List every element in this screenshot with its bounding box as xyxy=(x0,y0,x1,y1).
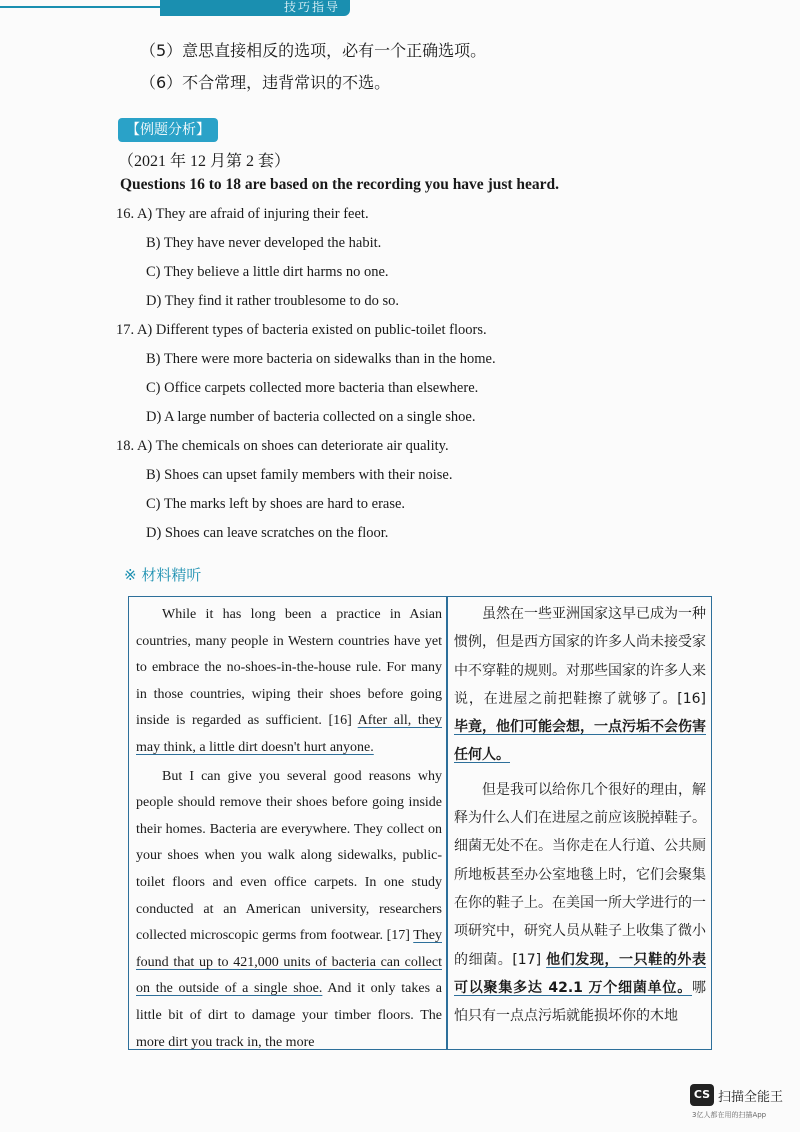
key-sentence-16: After all, they may think, a little dirt doesn't hurt anyone. xyxy=(136,713,443,755)
header-banner xyxy=(160,0,350,16)
scanner-watermark xyxy=(690,1084,783,1106)
option-18c: C) The marks left by shoes are hard to erase. xyxy=(146,496,406,512)
key-translation-17: 他们发现，一只鞋的外表可以聚集多达 42.1 万个细菌单位。 xyxy=(454,951,706,996)
chinese-paragraph-2: 但是我可以给你几个很好的理由，解释为什么人们在进屋之前应该脱掉鞋子。细菌无处不在。当你走在人行道、公共厕所地板甚至办公室地毯上时，它们会聚集在你的鞋子上。在美国一所大学进行的一项研究中，研究人员从鞋子上收集了微小的细菌。[17] 他们发现，一只鞋的外表可以聚集多达 42.1 万个细菌单位。哪怕只有一点点污垢就能损坏你的木地 xyxy=(454,781,706,1025)
header-banner-text: 技巧指导 xyxy=(283,0,340,14)
rule-6: （6）不合常理，违背常识的不选。 xyxy=(140,73,391,92)
option-18b: B) Shoes can upset family members with their noise. xyxy=(146,467,453,483)
question-17: 17. A) Different types of bacteria existed on public-toilet floors. xyxy=(116,322,487,338)
material-heading: ※ 材料精听 xyxy=(124,566,202,584)
option-17b: B) There were more bacteria on sidewalks than in the home. xyxy=(146,351,496,367)
watermark-tagline: 3亿人都在用的扫描App xyxy=(692,1111,767,1119)
key-sentence-17: They found that up to 421,000 units of bacteria can collect on the outside of a single shoe. xyxy=(136,928,442,997)
watermark-name: 扫描全能王 xyxy=(718,1089,784,1105)
transcript-divider xyxy=(446,596,448,1050)
chinese-translation xyxy=(454,600,706,1030)
option-18d: D) Shoes can leave scratches on the floor. xyxy=(146,525,389,541)
key-translation-16: 毕竟，他们可能会想，一点污垢不会伤害任何人。 xyxy=(454,719,706,764)
english-paragraph-1: While it has long been a practice in Asian countries, many people in Western countries have yet to embrace the no-shoes-in-the-house rule. For many in those countries, wiping their shoes before going inside is regarded as sufficient. [16] After all, they may think, a little dirt doesn't hurt anyone. xyxy=(136,607,443,755)
option-16d: D) They find it rather troublesome to do so. xyxy=(146,293,400,309)
questions-heading: Questions 16 to 18 are based on the recording you have just heard. xyxy=(120,176,560,193)
exam-source: （2021 年 12 月第 2 套） xyxy=(118,153,291,170)
option-17d: D) A large number of bacteria collected on a single shoe. xyxy=(146,409,476,425)
english-paragraph-2: But I can give you several good reasons why people should remove their shoes before going inside their homes. Bacteria are everywhere. They collect on your shoes when you walk along sidewalks, public-toilet floors and even office carpets. In one study conducted at an American university, researchers collected microscopic germs from footwear. [17] They found that up to 421,000 units of bacteria can collect on the outside of a single shoe. And it only takes a little bit of dirt to damage your timber floors. The more dirt you track in, the more xyxy=(136,768,442,1050)
question-16: 16. A) They are afraid of injuring their feet. xyxy=(116,206,369,222)
question-18: 18. A) The chemicals on shoes can deteriorate air quality. xyxy=(116,438,449,454)
section-tag: 【例题分析】 xyxy=(118,118,218,142)
english-transcript xyxy=(136,602,442,1056)
option-16b: B) They have never developed the habit. xyxy=(146,235,382,251)
chinese-paragraph-1: 虽然在一些亚洲国家这早已成为一种惯例，但是西方国家的许多人尚未接受家中不穿鞋的规则。对那些国家的许多人来说，在进屋之前把鞋擦了就够了。[16] 毕竟，他们可能会想，一点污垢不会伤害任何人。 xyxy=(454,606,706,764)
camscanner-logo-icon: CS xyxy=(690,1084,714,1106)
rule-5: （5）意思直接相反的选项，必有一个正确选项。 xyxy=(140,41,487,60)
option-16c: C) They believe a little dirt harms no one. xyxy=(146,264,389,280)
option-17c: C) Office carpets collected more bacteria than elsewhere. xyxy=(146,380,479,396)
